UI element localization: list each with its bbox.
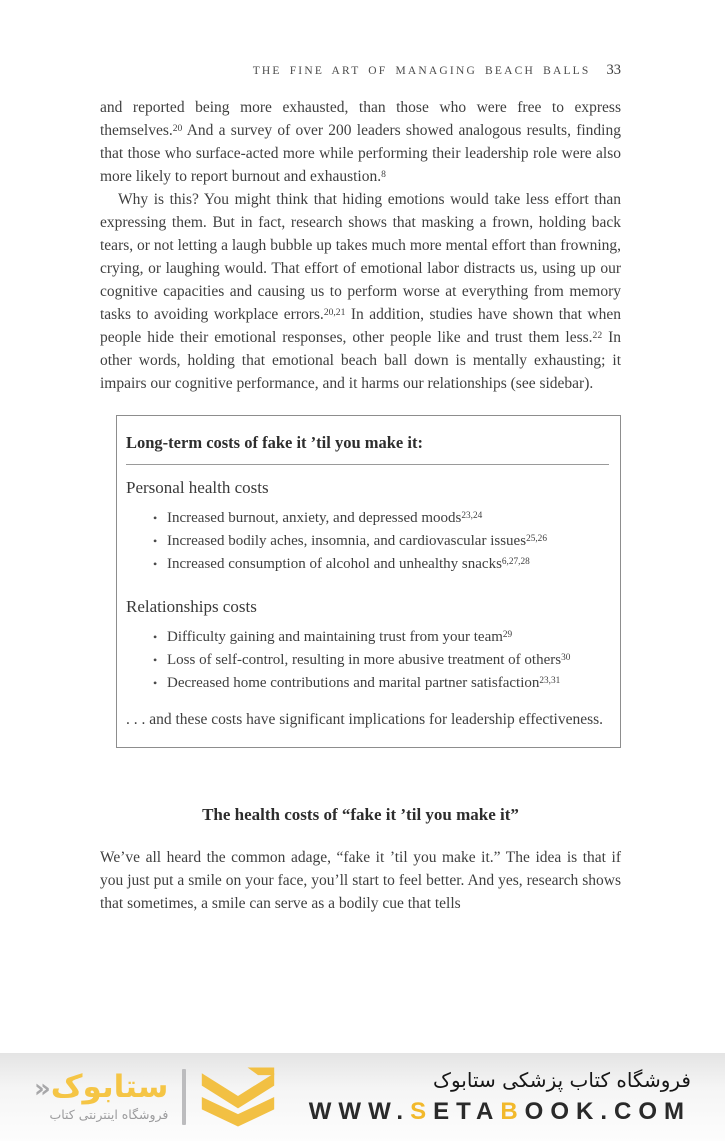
logo-divider	[182, 1069, 186, 1125]
bullet-icon	[153, 507, 167, 530]
bullet-icon	[153, 672, 167, 695]
cost-item-text: Increased consumption of alcohol and unhealthy snacks$^{6,27,28}$	[167, 556, 530, 572]
footnote-ref: 29	[502, 629, 513, 640]
paragraph-1-text: and reported being more exhausted, than those who were free to express themselves.	[100, 99, 621, 139]
cost-item	[126, 553, 609, 576]
relationships-costs-heading: Relationships costs	[126, 597, 257, 616]
footer-text-block	[309, 1068, 691, 1126]
cost-item-text: Difficulty gaining and maintaining trust from your team$^{29}$	[167, 629, 513, 645]
paragraph-2-text: In addition, studies have shown that when people hide their emotional responses, other people like and trust them less.	[100, 306, 621, 346]
footnote-ref: 22	[592, 329, 603, 341]
store-name-line: فروشگاه کتاب پزشکی ستابوک	[433, 1068, 691, 1092]
cost-item	[126, 649, 609, 672]
footnote-ref: 23,31	[539, 675, 561, 686]
footnote-ref: 20,21	[323, 306, 346, 318]
footnote-ref: 8	[381, 168, 386, 180]
book-page	[100, 62, 621, 915]
costs-box-title: Long-term costs of fake it ’til you make it:	[126, 433, 423, 452]
section-heading: The health costs of “fake it ’til you make it”	[202, 805, 519, 824]
costs-box-closing: . . . and these costs have significant implications for leadership effectiveness.	[126, 711, 604, 728]
bullet-icon	[153, 553, 167, 576]
brand-tagline: فروشگاه اینترنتی کتاب	[49, 1107, 169, 1123]
paragraph-1	[100, 96, 621, 188]
personal-costs-heading: Personal health costs	[126, 478, 269, 497]
running-head-title: THE FINE ART OF MANAGING BEACH BALLS	[252, 65, 591, 77]
bullet-icon	[153, 649, 167, 672]
paragraph-2-text: In other words, holding that emotional beach ball down is mentally exhausting; it impairs our cognitive performance, and it harms our relationships (see sidebar).	[100, 329, 621, 392]
cost-item-text: Increased burnout, anxiety, and depressed moods$^{23,24}$	[167, 510, 483, 526]
bullet-icon	[153, 626, 167, 649]
paragraph-3: We’ve all heard the common adage, “fake it ’til you make it.” The idea is that if you just put a smile on your face, you’ll start to feel better. And yes, research shows that sometimes, a smile can serve as a bodily cue that tells	[100, 849, 621, 912]
cost-item-text: Increased bodily aches, insomnia, and cardiovascular issues$^{25,26}$	[167, 533, 547, 549]
footnote-ref: 6,27,28	[501, 556, 530, 567]
bullet-icon	[153, 530, 167, 553]
cost-item	[126, 626, 609, 649]
cost-item-text: Decreased home contributions and marital partner satisfaction$^{23,31}$	[167, 675, 561, 691]
cost-item	[126, 672, 609, 695]
setabook-emblem-icon	[198, 1067, 278, 1127]
costs-box-rule	[126, 464, 609, 465]
paragraph-2-text: Why is this? You might think that hiding emotions would take less effort than expressing them. But in fact, research shows that masking a frown, holding back tears, or not letting a laugh bubble up takes much more mental effort than frowning, crying, or laughing would. That effort of emotional labor distracts us, using up our cognitive capacities and causing us to perform worse at everything from memory tasks to avoiding workplace errors.	[100, 191, 621, 323]
footnote-ref: 20	[172, 122, 183, 134]
cost-item	[126, 507, 609, 530]
cost-item	[126, 530, 609, 553]
setabook-footer-banner	[0, 1053, 725, 1141]
footnote-ref: 23,24	[461, 510, 483, 521]
brand-wordmark-block	[34, 1069, 169, 1123]
paragraph-2	[100, 188, 621, 395]
footnote-ref: 25,26	[526, 533, 547, 544]
website-url: WWW.SETABOOK.COM	[308, 1098, 691, 1125]
footnote-ref: 30	[561, 652, 571, 663]
brand-wordmark	[34, 1069, 169, 1106]
sidebar-costs-box	[116, 415, 621, 748]
cost-item-text: Loss of self-control, resulting in more abusive treatment of others$^{30}$	[167, 652, 571, 668]
brand-chevron-mark: «	[34, 1074, 51, 1105]
paragraph-1-text: And a survey of over 200 leaders showed analogous results, finding that those who surface-acted more while performing their leadership role were also more likely to report burnout and exhaustion.	[100, 122, 621, 185]
running-head	[100, 62, 621, 79]
page-number: 33	[606, 62, 621, 78]
brand-wordmark-text: ستابوک	[50, 1069, 169, 1106]
